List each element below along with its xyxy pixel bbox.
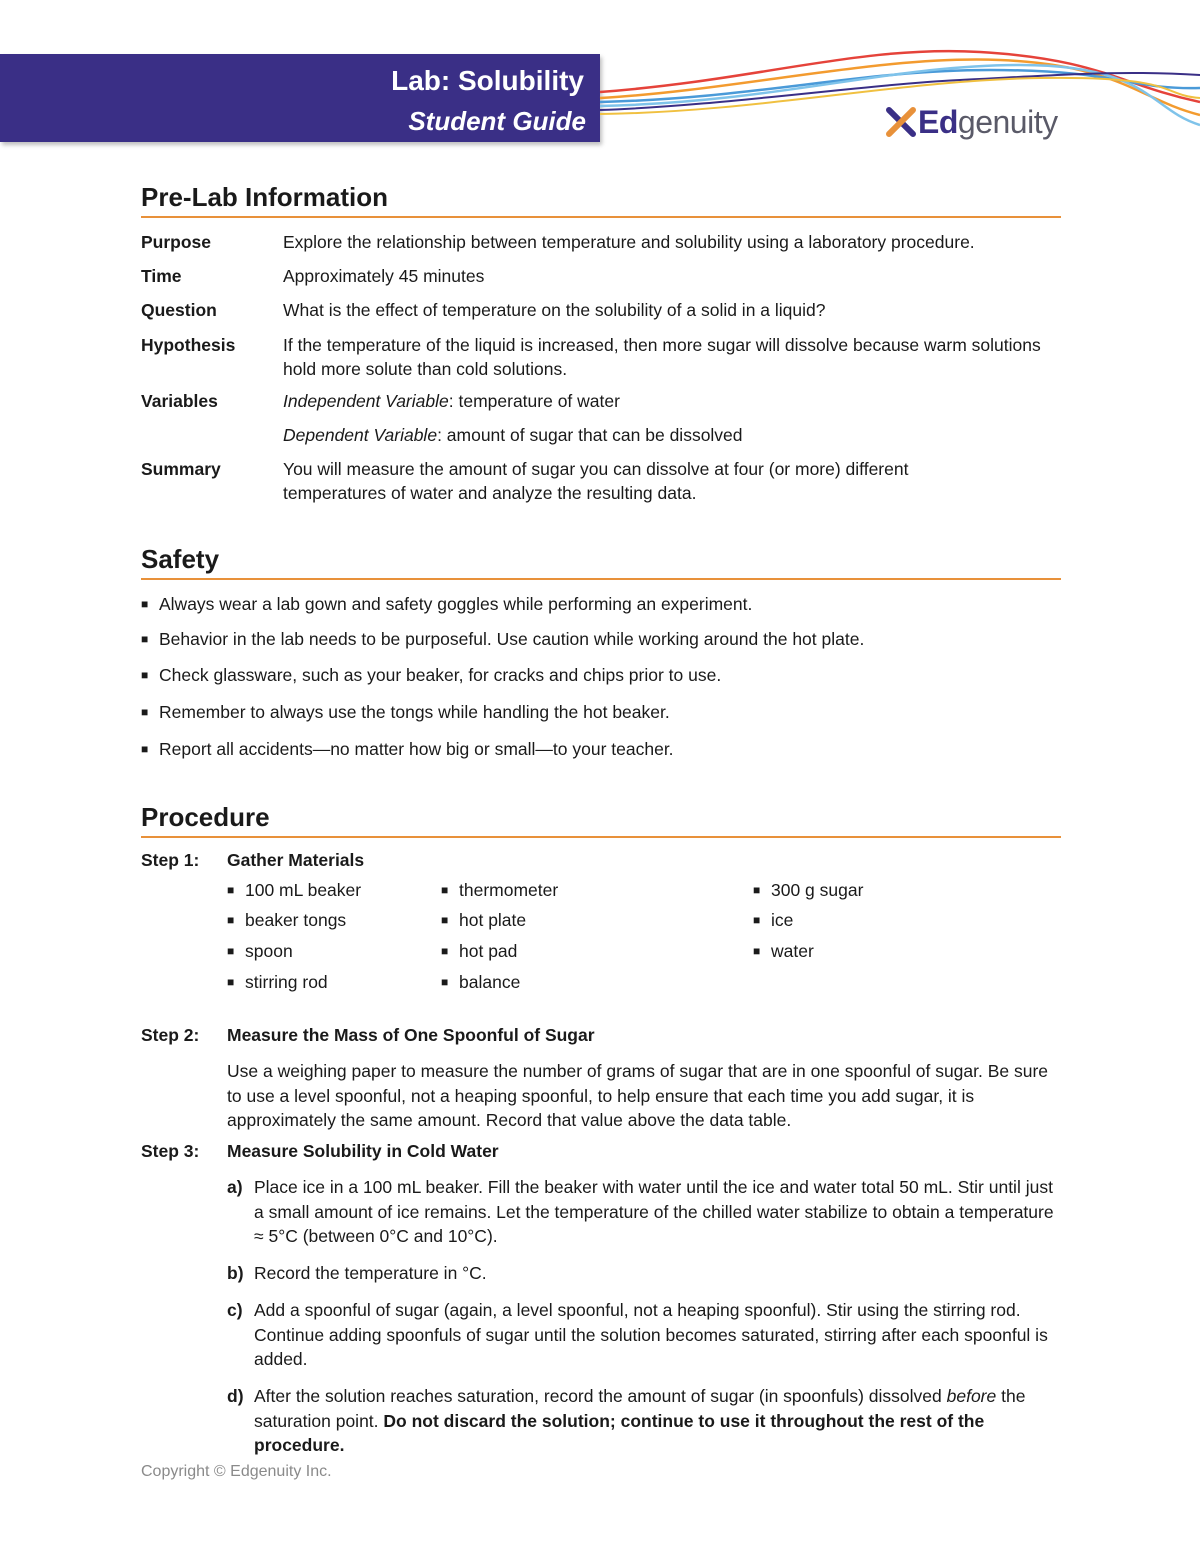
question-label: Question xyxy=(141,300,217,320)
safety-item: ■ Remember to always use the tongs while handling the hot beaker. xyxy=(141,702,670,722)
decorative-waves-icon xyxy=(560,40,1200,140)
step-3-heading: Step 3: Measure Solubility in Cold Water xyxy=(141,1141,499,1161)
safety-item: ■ Behavior in the lab needs to be purposeful. Use caution while working around the hot plate. xyxy=(141,629,865,649)
material-item: ■ stirring rod xyxy=(227,972,328,992)
question-value: What is the effect of temperature on the solubility of a solid in a liquid? xyxy=(283,300,826,320)
material-item: ■ 300 g sugar xyxy=(753,880,864,900)
safety-item: ■ Check glassware, such as your beaker, for cracks and chips prior to use. xyxy=(141,665,722,685)
safety-item: ■ Report all accidents—no matter how big or small—to your teacher. xyxy=(141,739,674,759)
header-banner xyxy=(0,54,600,142)
variables-label: Variables xyxy=(141,391,218,411)
material-item: ■ water xyxy=(753,941,814,961)
material-item: ■ 100 mL beaker xyxy=(227,880,362,900)
safety-item: ■ Always wear a lab gown and safety goggles while performing an experiment. xyxy=(141,594,753,614)
logo-text: Edgenuity xyxy=(918,103,1058,140)
edgenuity-logo xyxy=(886,100,1058,144)
purpose-label: Purpose xyxy=(141,232,212,252)
hypothesis-label: Hypothesis xyxy=(141,335,236,355)
step-1-heading: Step 1: Gather Materials xyxy=(141,850,365,870)
material-item: ■ hot pad xyxy=(441,941,518,961)
material-item: ■ spoon xyxy=(227,941,293,961)
step-2-text: Use a weighing paper to measure the number of grams of sugar that are in one spoonful of sugar. Be sure to use a level spoonful, not a heaping spoonful, to help ensure that each time you add sugar, it is approximately the same amount. Record that value above the data table. xyxy=(227,1061,1049,1130)
summary-value: You will measure the amount of sugar you can dissolve at four (or more) different temperatures of water and analyze the resulting data. xyxy=(283,459,909,503)
dependent-variable: Dependent Variable: amount of sugar that can be dissolved xyxy=(283,425,743,445)
safety-heading: Safety xyxy=(141,544,1061,580)
edgenuity-x-icon xyxy=(886,107,916,137)
prelab-heading: Pre-Lab Information xyxy=(141,182,1061,218)
material-item: ■ ice xyxy=(753,910,794,930)
material-item: ■ beaker tongs xyxy=(227,910,347,930)
step-2-heading: Step 2: Measure the Mass of One Spoonful of Sugar xyxy=(141,1025,595,1045)
material-item: ■ balance xyxy=(441,972,521,992)
procedure-heading: Procedure xyxy=(141,802,1061,838)
document-title: Lab: Solubility xyxy=(391,65,584,96)
time-value: Approximately 45 minutes xyxy=(283,266,485,286)
purpose-value: Explore the relationship between temperature and solubility using a laboratory procedure. xyxy=(283,232,975,252)
copyright-footer: Copyright © Edgenuity Inc. xyxy=(141,1463,332,1480)
independent-variable: Independent Variable: temperature of water xyxy=(283,391,620,411)
material-item: ■ hot plate xyxy=(441,910,527,930)
material-item: ■ thermometer xyxy=(441,880,559,900)
document-subtitle: Student Guide xyxy=(408,106,586,136)
summary-label: Summary xyxy=(141,459,221,479)
hypothesis-value: If the temperature of the liquid is increased, then more sugar will dissolve because warm solutions hold more solute than cold solutions. xyxy=(283,335,1041,379)
time-label: Time xyxy=(141,266,182,286)
